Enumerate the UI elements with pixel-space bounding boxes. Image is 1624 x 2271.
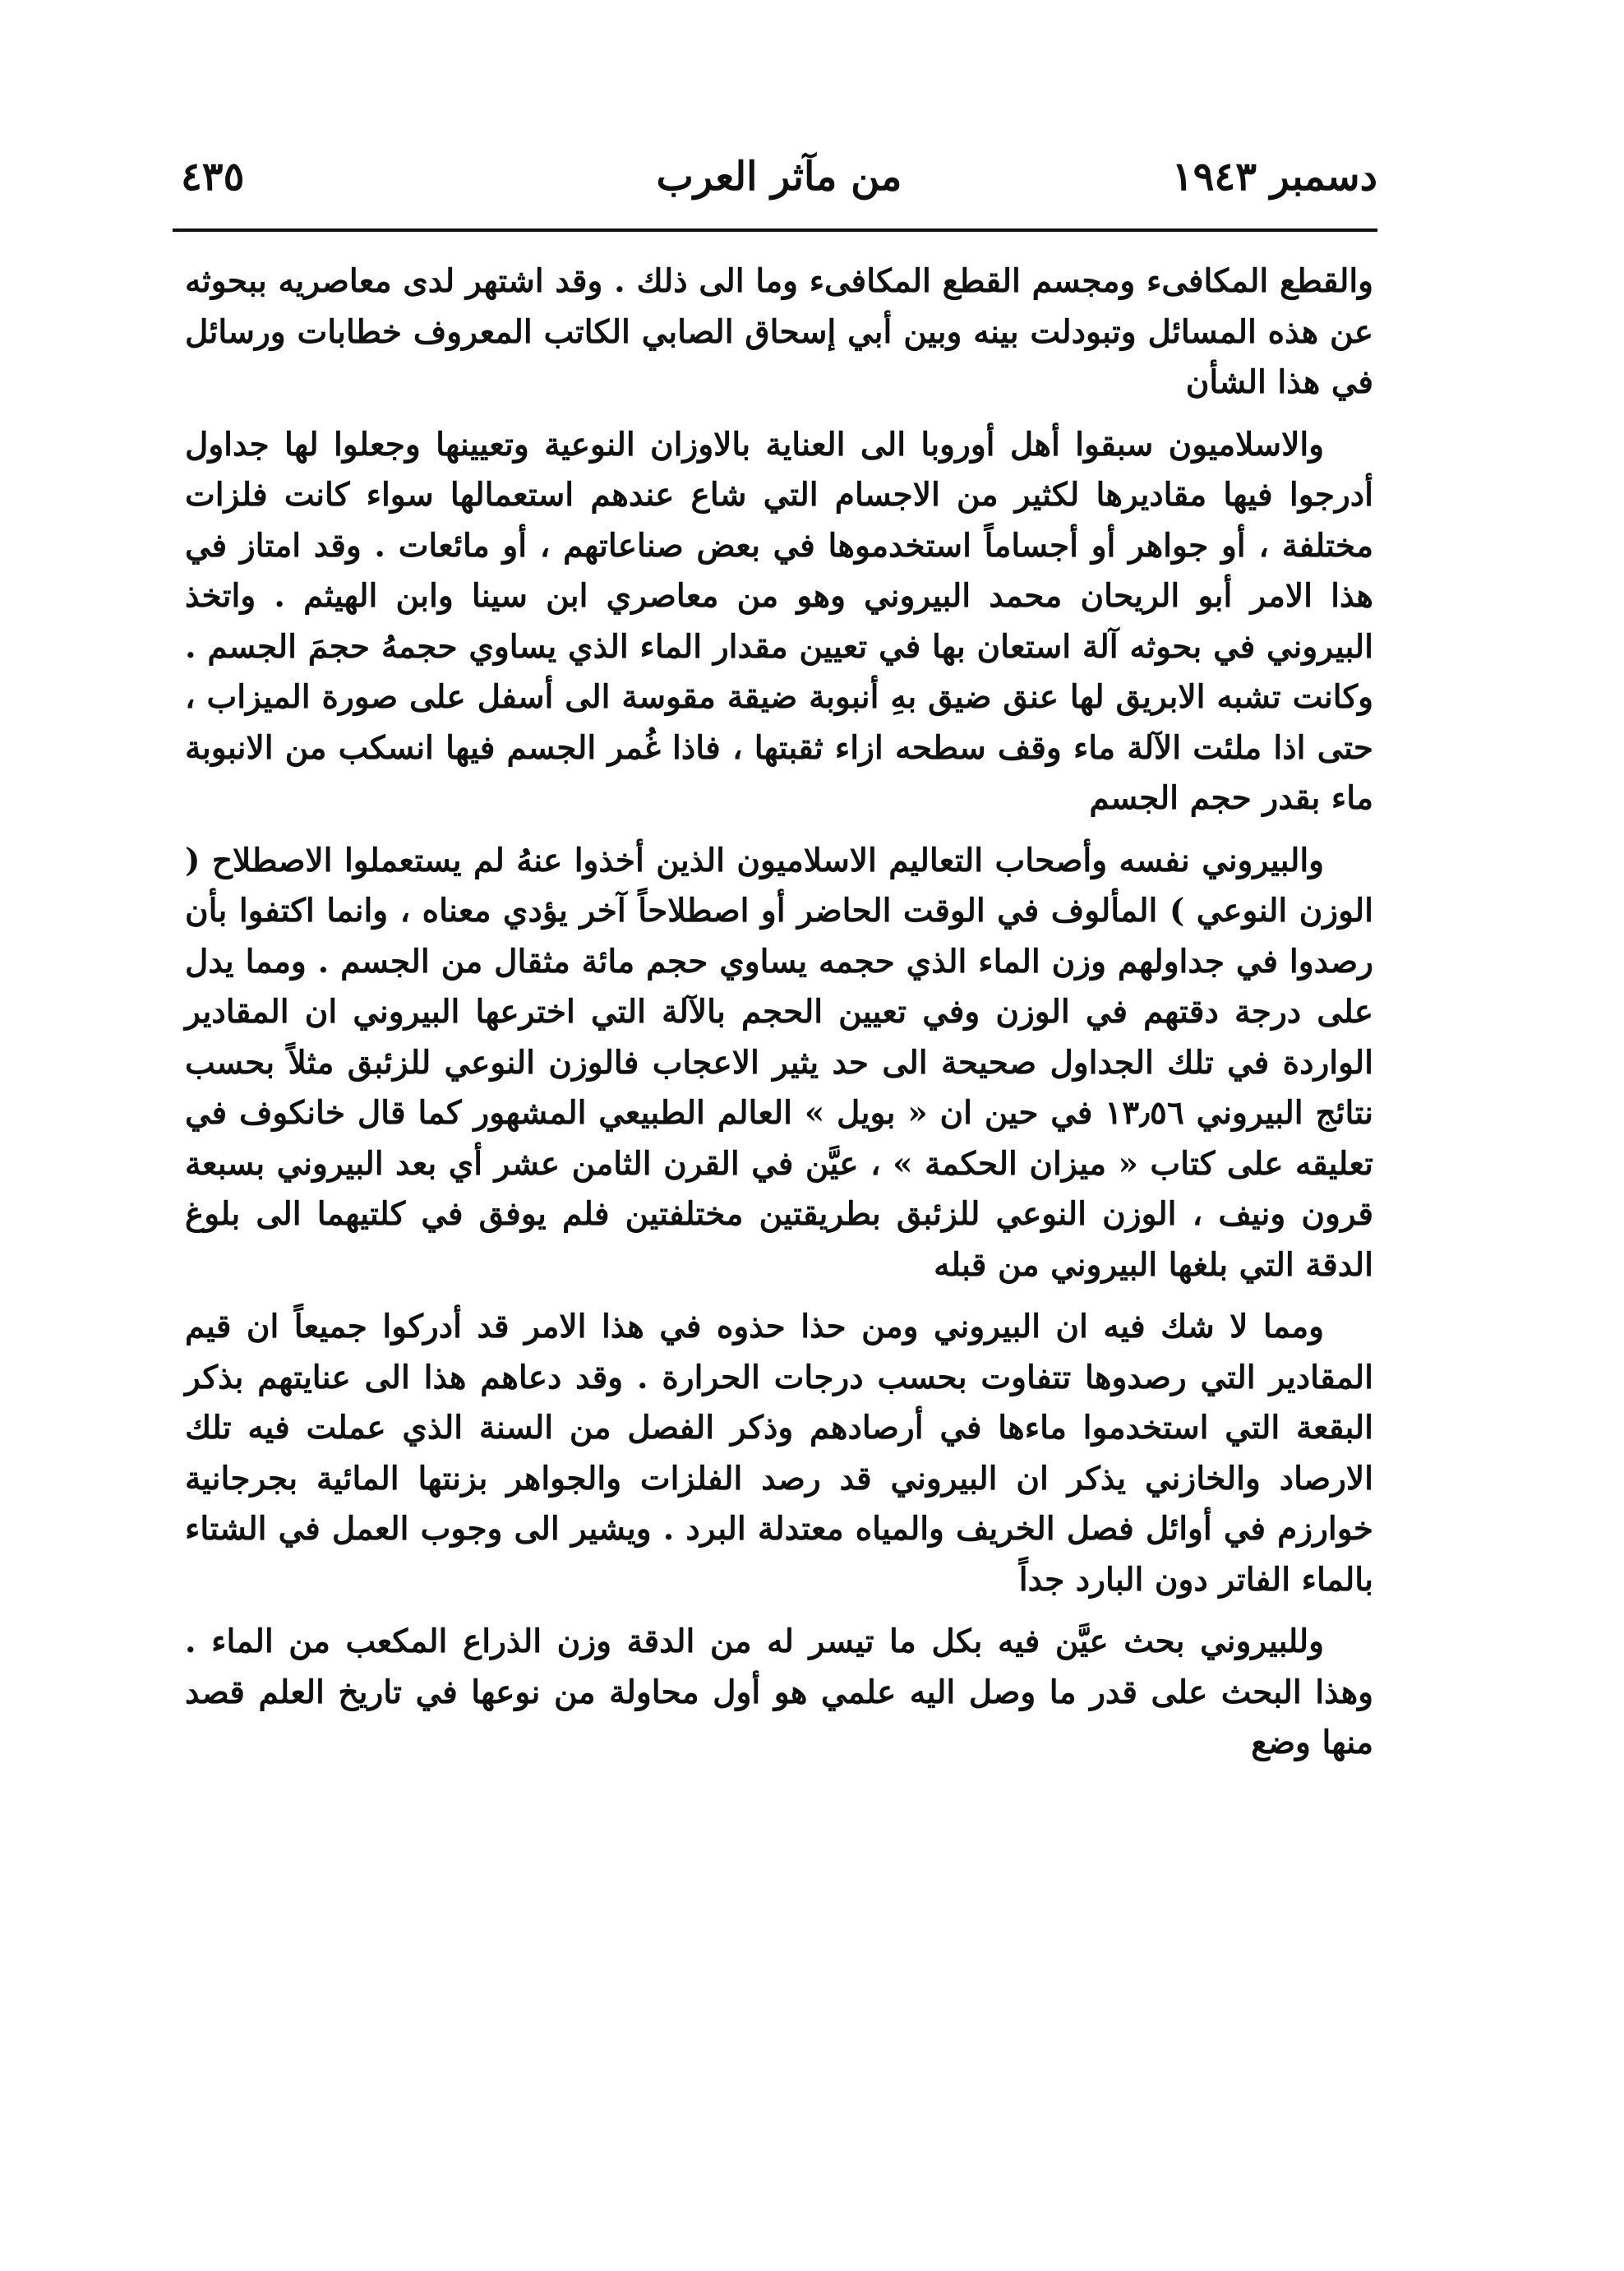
running-title: من مآثر العرب [656,154,902,200]
header-rule [173,228,1377,232]
page-header [181,148,1377,214]
paragraph: والبيروني نفسه وأصحاب التعاليم الاسلاميون الذين أخذوا عنهُ لم يستعملوا الاصطلاح ( الوزن النوعي ) المألوف في الوقت الحاضر أو اصطلاحاً آخر يؤدي معناه ، وانما اكتفوا بأن رصدوا في جداولهم وزن الماء الذي حجمه يساوي حجم مائة مثقال من الجسم . ومما يدل على درجة دقتهم في الوزن وفي تعيين الحجم بالآلة التي اخترعها البيروني ان المقادير الواردة في تلك الجداول صحيحة الى حد يثير الاعجاب فالوزن النوعي للزئبق مثلاً بحسب نتائج البيروني ١٣٫٥٦ في حين ان « بويل » العالم الطبيعي المشهور كما قال خانكوف في تعليقه على كتاب « ميزان الحكمة » ، عيَّن في القرن الثامن عشر أي بعد البيروني بسبعة قرون ونيف ، الوزن النوعي للزئبق بطريقتين مختلفتين فلم يوفق في كلتيهما الى بلوغ الدقة التي بلغها البيروني من قبله [185,841,1373,1284]
page-number: ٤٣٥ [181,154,245,200]
paragraph: وللبيروني بحث عيَّن فيه بكل ما تيسر له من الدقة وزن الذراع المكعب من الماء . وهذا البحث على قدر ما وصل اليه علمي هو أول محاولة من نوعها في تاريخ العلم قصد منها وضع [185,1622,1373,1761]
paragraph: والاسلاميون سبقوا أهل أوروبا الى العناية بالاوزان النوعية وتعيينها وجعلوا لها جداول أدرجوا فيها مقاديرها لكثير من الاجسام التي شاع عندهم استعمالها سواء كانت فلزات مختلفة ، أو جواهر أو أجساماً استخدموها في بعض صناعاتهم ، أو مائعات . وقد امتاز في هذا الامر أبو الريحان محمد البيروني وهو من معاصري ابن سينا وابن الهيثم . واتخذ البيروني في بحوثه آلة استعان بها في تعيين مقدار الماء الذي يساوي حجمهُ حجمَ الجسم . وكانت تشبه الابريق لها عنق ضيق بهِ أنبوبة ضيقة مقوسة الى أسفل على صورة الميزاب ، حتى اذا ملئت الآلة ماء وقف سطحه ازاء ثقبتها ، فاذا غُمر الجسم فيها انسكب من الانبوبة ماء بقدر حجم الجسم [185,425,1373,817]
paragraph: والقطع المكافىء ومجسم القطع المكافىء وما الى ذلك . وقد اشتهر لدى معاصريه ببحوثه عن هذه المسائل وتبودلت بينه وبين أبي إسحاق الصابي الكاتب المعروف خطابات ورسائل في هذا الشأن [185,262,1373,401]
article-body [185,256,1373,1780]
issue-date: دسمبر ١٩٤٣ [1171,154,1377,200]
paragraph: ومما لا شك فيه ان البيروني ومن حذا حذوه في هذا الامر قد أدركوا جميعاً ان قيم المقادير التي رصدوها تتفاوت بحسب درجات الحرارة . وقد دعاهم هذا الى عنايتهم بذكر البقعة التي استخدموا ماءها في أرصادهم وذكر الفصل من السنة الذي عملت فيه تلك الارصاد والخازني يذكر ان البيروني قد رصد الفلزات والجواهر بزنتها المائية بجرجانية خوارزم في أوائل فصل الخريف والمياه معتدلة البرد . ويشير الى وجوب العمل في الشتاء بالماء الفاتر دون البارد جداً [185,1308,1373,1599]
